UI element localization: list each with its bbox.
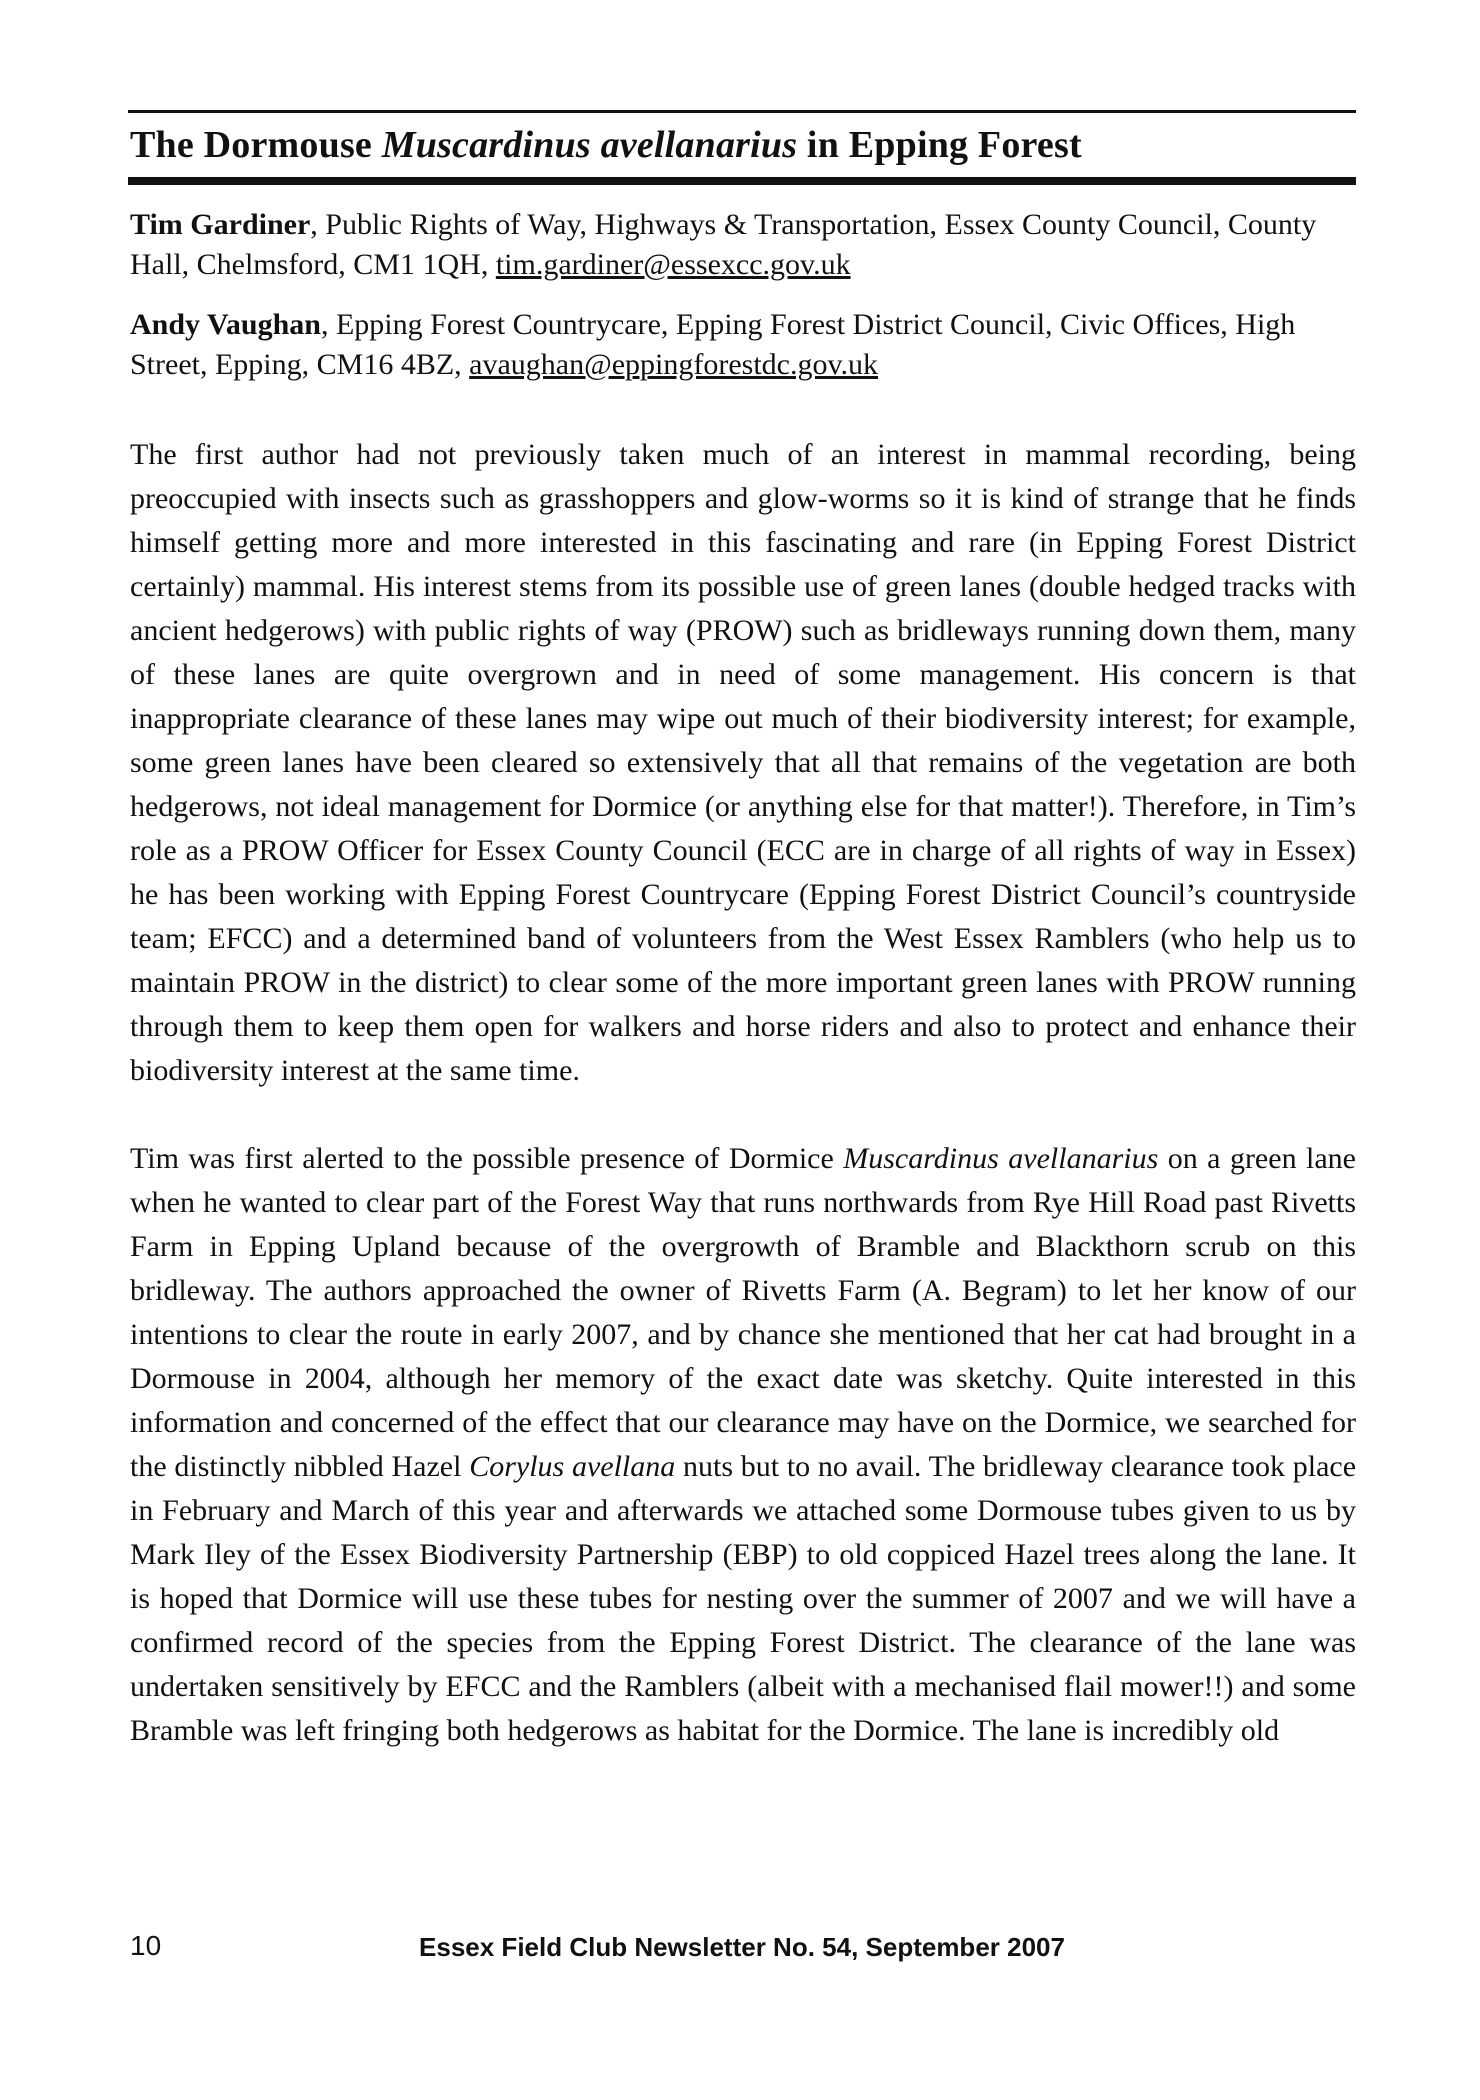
paragraph-text: Tim was first alerted to the possible presence of Dormice	[130, 1142, 844, 1175]
article	[128, 110, 1356, 1753]
paragraph-text: on a green lane when he wanted to clear part of the Forest Way that runs northwards from Rye Hill Road past Rivetts Farm in Epping Upland because of the overgrowth of Bramble and Blackthorn scrub on this bridleway. The authors approached the owner of Rivetts Farm (A. Begram) to let her know of our intentions to clear the route in early 2007, and by chance she mentioned that her cat had brought in a Dormouse in 2004, although her memory of the exact date was sketchy. Quite interested in this information and concerned of the effect that our clearance may have on the Dormice, we searched for the distinctly nibbled Hazel	[130, 1142, 1356, 1483]
author-email-link[interactable]: tim.gardiner@essexcc.gov.uk	[495, 248, 851, 281]
page-number: 10	[130, 1930, 162, 1961]
author-affiliation: , Epping Forest Countrycare, Epping Forest District Council, Civic Offices, High Street, Epping, CM16 4BZ,	[130, 308, 1296, 381]
author-block-1	[130, 205, 1356, 285]
author-block-2	[130, 305, 1356, 385]
title-text-1: The Dormouse	[130, 124, 382, 166]
title-text-2: in Epping Forest	[797, 124, 1082, 166]
paragraph-text: nuts but to no avail. The bridleway clearance took place in February and March of this year and afterwards we attached some Dormouse tubes given to us by Mark Iley of the Essex Biodiversity Partnership (EBP) to old coppiced Hazel trees along the lane. It is hoped that Dormice will use these tubes for nesting over the summer of 2007 and we will have a confirmed record of the species from the Epping Forest District. The clearance of the lane was undertaken sensitively by EFCC and the Ramblers (albeit with a mechanised flail mower!!) and some Bramble was left fringing both hedgerows as habitat for the Dormice. The lane is incredibly old	[130, 1450, 1357, 1747]
body-paragraph-2	[130, 1137, 1356, 1753]
author-email-link[interactable]: avaughan@eppingforestdc.gov.uk	[469, 348, 879, 381]
page-footer	[128, 1930, 1356, 1970]
title-species-name: Muscardinus avellanarius	[381, 124, 798, 166]
title-bottom-rule	[128, 177, 1356, 185]
publication-name: Essex Field Club Newsletter No. 54, September 2007	[419, 1932, 1065, 1962]
species-name: Muscardinus avellanarius	[843, 1142, 1159, 1175]
author-name: Andy Vaughan	[130, 308, 321, 341]
body-paragraph-1: The first author had not previously taken much of an interest in mammal recording, being preoccupied with insects such as grasshoppers and glow-worms so it is kind of strange that he finds himself getting more and more interested in this fascinating and rare (in Epping Forest District certainly) mammal. His interest stems from its possible use of green lanes (double hedged tracks with ancient hedgerows) with public rights of way (PROW) such as bridleways running down them, many of these lanes are quite overgrown and in need of some management. His concern is that inappropriate clearance of these lanes may wipe out much of their biodiversity interest; for example, some green lanes have been cleared so extensively that all that remains of the vegetation are both hedgerows, not ideal management for Dormice (or anything else for that matter!). Therefore, in Tim’s role as a PROW Officer for Essex County Council (ECC are in charge of all rights of way in Essex) he has been working with Epping Forest Countrycare (Epping Forest District Council’s countryside team; EFCC) and a determined band of volunteers from the West Essex Ramblers (who help us to maintain PROW in the district) to clear some of the more important green lanes with PROW running through them to keep them open for walkers and horse riders and also to protect and enhance their biodiversity interest at the same time.	[130, 438, 1356, 1087]
species-name: Corylus avellana	[469, 1450, 676, 1483]
author-affiliation: , Public Rights of Way, Highways & Transportation, Essex County Council, County Hall, Chelmsford, CM1 1QH,	[130, 208, 1317, 281]
article-title	[130, 117, 1356, 173]
title-top-rule	[128, 110, 1356, 113]
author-name: Tim Gardiner	[130, 208, 311, 241]
